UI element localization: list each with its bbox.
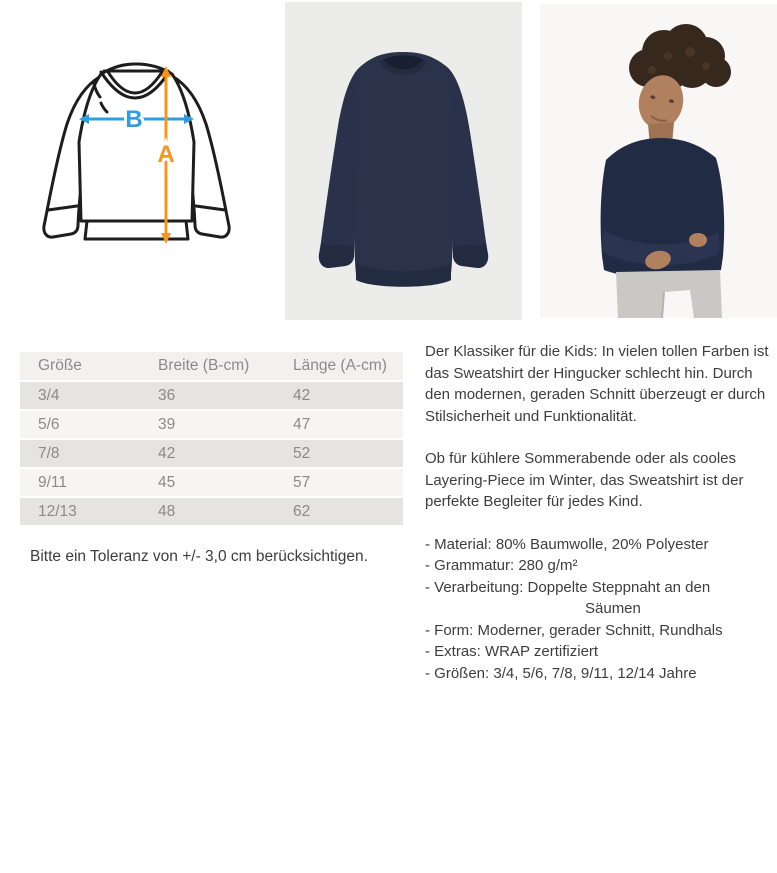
cell-size: 9/11 [20, 469, 140, 498]
product-description [425, 341, 770, 684]
cell-length: 57 [275, 469, 403, 498]
spec-form: - Form: Moderner, gerader Schnitt, Rundhals [425, 621, 723, 639]
product-photo[interactable] [285, 2, 522, 320]
cell-width: 36 [140, 382, 275, 411]
table-row [20, 440, 403, 469]
spec-list [425, 534, 770, 685]
cell-width: 42 [140, 440, 275, 469]
spec-extras: - Extras: WRAP zertifiziert [425, 643, 599, 660]
size-table-header-laenge: Länge (A-cm) [275, 352, 403, 382]
table-row [20, 411, 403, 440]
table-row [20, 382, 403, 411]
size-diagram-image[interactable] [36, 50, 243, 250]
size-table-header-groesse: Größe [20, 352, 140, 382]
description-paragraph: Der Klassiker für die Kids: In vielen tollen Farben ist das Sweatshirt der Hingucker schlecht hin. Durch den modernen, geraden Schnitt überzeugt er durch Stilsicherheit und Funktionalität. [425, 343, 769, 425]
table-row [20, 469, 403, 498]
model-pants [616, 270, 722, 318]
spec-grammatur: - Grammatur: 280 g/m² [425, 557, 578, 574]
cell-size: 12/13 [20, 498, 140, 527]
cell-size: 3/4 [20, 382, 140, 411]
cell-width: 48 [140, 498, 275, 527]
size-table-header-row [20, 352, 403, 382]
cell-width: 39 [140, 411, 275, 440]
width-label: B [125, 106, 143, 133]
cell-width: 45 [140, 469, 275, 498]
spec-verarbeitung: - Verarbeitung: Doppelte Steppnaht an den [425, 578, 711, 596]
cell-size: 7/8 [20, 440, 140, 469]
spec-groessen: - Größen: 3/4, 5/6, 7/8, 9/11, 12/14 Jahre [425, 664, 697, 682]
spec-material: - Material: 80% Baumwolle, 20% Polyester [425, 535, 709, 553]
cell-length: 47 [275, 411, 403, 440]
cell-size: 5/6 [20, 411, 140, 440]
sweatshirt-measurement-drawing [36, 50, 243, 250]
tolerance-note: Bitte ein Toleranz von +/- 3,0 cm berücksichtigen. [30, 548, 368, 565]
size-table-header-breite: Breite (B-cm) [140, 352, 275, 382]
size-table [20, 352, 403, 527]
length-label: A [157, 141, 175, 168]
cell-length: 52 [275, 440, 403, 469]
kid-model-graphic [540, 4, 777, 318]
spec-verarbeitung-continued: Säumen [585, 600, 641, 617]
table-row [20, 498, 403, 527]
cell-length: 42 [275, 382, 403, 411]
model-hair [629, 24, 731, 90]
model-photo[interactable] [540, 4, 777, 318]
cell-length: 62 [275, 498, 403, 527]
description-paragraph: Ob für kühlere Sommerabende oder als cooles Layering-Piece im Winter, das Sweatshirt ist der perfekte Begleiter für jedes Kind. [425, 450, 744, 510]
sweatshirt-product-graphic [285, 2, 522, 320]
